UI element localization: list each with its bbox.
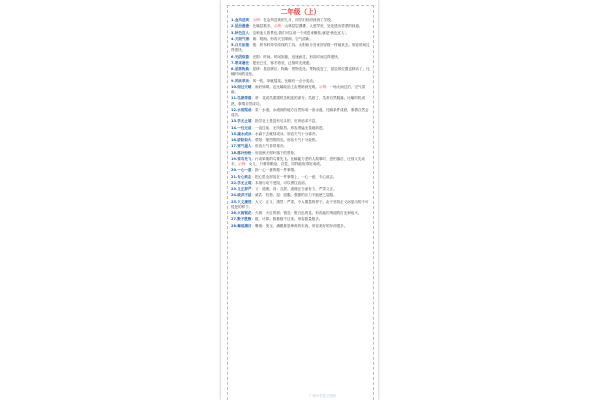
idiom-term: 25.大义凛然 (231, 199, 252, 204)
idiom-term: 26.火树银花 (231, 211, 252, 215)
idiom-term: 19.笨鸟先飞 (231, 156, 252, 161)
idiom-definition: ：形容秋天树叶落下的景象。 (251, 150, 298, 155)
idiom-entry (231, 67, 370, 78)
example-text: ：一场大雨过后，空气清新。 (231, 84, 366, 94)
example-label: 示例 (318, 84, 326, 89)
idiom-definition: ：形容天气非常寒冷。 (251, 144, 287, 149)
idiom-entry (231, 224, 370, 229)
document-sheet (221, 0, 378, 400)
idiom-definition: ：比喻层数多。 (249, 24, 274, 29)
idiom-definition: ：蒂：花或瓜果跟枝茎相连的部分。瓜熟了，瓜蒂自然脱落。比喻时机成熟，事情自然成功。 (231, 96, 365, 106)
idiom-entry (231, 211, 370, 216)
idiom-entry (231, 151, 370, 156)
idiom-entry (231, 181, 370, 186)
idiom-definition: ：数，计算。数都数不过来。形容数量极多。 (251, 217, 323, 222)
idiom-term: 11.瓜熟蒂落 (231, 96, 252, 101)
idiom-term: 14.一往无前 (231, 125, 252, 130)
idiom-definition: ：风一吹，草就摇晃。比喻有一点小变动。 (249, 78, 317, 83)
idiom-term: 9.风吹草动 (231, 78, 250, 83)
idiom-definition: ：义：道理。词：言辞。道理正当而有力，严肃义正。 (251, 187, 337, 191)
idiom-term: 20.一心一意 (231, 168, 252, 173)
idiom-definition: ：威武：权势。屈：屈服。强暴的压力不能使之屈服。 (251, 193, 337, 198)
idiom-entry (231, 119, 370, 124)
example-text: ：女儿，只要你勤奋，自觉，同样能取得好成绩。 (245, 162, 324, 166)
idiom-definition: ：这种迷人的景色,我们可以用一个成语来概括,就是'秋色宜人'。 (249, 30, 349, 35)
idiom-definition: ：朗：明朗。形容天空晴朗，空气清新。 (249, 36, 313, 41)
example-label: 示例 (252, 18, 260, 22)
idiom-entry (231, 132, 370, 137)
idiom-term: 18.落叶纷纷 (231, 150, 252, 155)
idiom-entry (231, 18, 370, 23)
idiom-entry (231, 138, 370, 143)
example-text: ：在金风送爽的九月，同学们纷纷回到了学校。 (259, 18, 335, 22)
idiom-term: 27.数不胜数 (231, 217, 252, 222)
idiom-term: 1.金风送爽 (231, 18, 250, 22)
idiom-term: 22.学无止境 (231, 180, 252, 185)
idiom-entry (231, 24, 370, 29)
idiom-definition: ：渠：水道。水流到的地方自然形成一条水道。比喻条件成熟，事情自然会成功。 (231, 107, 369, 117)
idiom-entry (231, 200, 370, 211)
idiom-entry (231, 61, 370, 66)
idiom-definition: ：星移：星辰移位；物换：景物变化。景物改变了，星辰的位置也移动了。比喻时间的变化。 (231, 67, 370, 77)
idiom-entry (231, 85, 370, 96)
idiom-definition: ：本指行动不受阻，可以勇往直前。 (251, 180, 309, 185)
idiom-entry (231, 187, 370, 192)
example-label: 示例 (238, 162, 246, 166)
idiom-term: 7.寒来暑往 (231, 60, 250, 65)
idiom-term: 5.日月如梭 (231, 43, 250, 47)
idiom-entry (231, 96, 370, 107)
idiom-entry (231, 31, 370, 36)
idiom-entry (231, 37, 370, 42)
idiom-term: 15.滴水成冰 (231, 131, 252, 136)
idiom-entry (231, 108, 370, 119)
idiom-definition: ：火树：火红的树；银花：银白色的花。形容灿烂绚丽的灯光和焰火。 (251, 211, 362, 215)
idiom-entry (231, 168, 370, 173)
idiom-definition: ：一直往前，无所阻挡。形容勇猛无畏地前进。 (251, 125, 326, 130)
idiom-entry (231, 217, 370, 222)
idiom-term: 16.骄阳似火 (231, 138, 252, 142)
idiom-term: 28.琳琅满目 (231, 223, 252, 228)
idiom-term: 21.专心致志 (231, 174, 252, 179)
example-label: 示例 (273, 24, 281, 29)
idiom-definition: ： (249, 18, 253, 22)
idiom-entry (231, 193, 370, 198)
idiom-definition: ：指一心一意的做一件事情。 (251, 168, 298, 173)
idiom-definition: ：骄阳：强烈的阳光。形容天气十分炎热。 (251, 138, 319, 142)
idiom-term: 12.水到渠成 (231, 107, 252, 112)
idiom-definition: ：光阴：时间。时间如箭，迅速而过。形容时间过得很快。 (249, 54, 342, 59)
idiom-definition: ：琳琅：美玉。满眼都是珍贵的东西。形容美好的东西很多。 (251, 223, 348, 228)
idiom-entry (231, 79, 370, 84)
idiom-definition: ：水滴下去就结成冰。形容天气十分寒冷。 (251, 131, 319, 136)
idiom-term: 24.威武不屈 (231, 193, 252, 198)
idiom-term: 10.雨过天晴 (231, 84, 252, 89)
idiom-entry (231, 144, 370, 149)
idiom-list (231, 18, 370, 229)
idiom-term: 2.层层叠叠 (231, 24, 250, 29)
idiom-term: 3.秋色宜人 (231, 30, 250, 35)
idiom-term: 8.星移物换 (231, 67, 250, 71)
idiom-entry (231, 43, 370, 54)
idiom-definition: ：指学业上是没有尽头的，应该追求不息。 (251, 119, 319, 124)
idiom-term: 13.学无止境 (231, 119, 252, 124)
example-text: ：山林层层叠叠，人迹罕至，处处透出蒙蒙的绿意。 (280, 24, 363, 29)
idiom-definition: ：大义：正义；凛然：严肃，令人敬畏的样子。由于坚持正义而显出的不可侵犯的样子。 (231, 199, 369, 209)
idiom-definition: ：把心思全部放在一件事情上，一心一意，专心致志。 (251, 174, 337, 179)
document-title: 二年级（上） (280, 8, 321, 16)
idiom-entry (231, 157, 370, 168)
idiom-definition: ：行动笨拙的鸟要先飞。比喻能力差的人做事时，恐怕落后，比别人先动手。 (231, 156, 365, 166)
idiom-definition: ：雨后转晴。也比喻政治上由黑暗到光明。 (251, 84, 319, 89)
document-frame (227, 5, 374, 400)
idiom-definition: ：夏至已过，寒冬将至，泛指时光流逝。 (249, 60, 313, 65)
idiom-term: 6.光阴似箭 (231, 54, 250, 59)
watermark: 广州小学语文知识 (309, 394, 337, 398)
idiom-term: 23.义正辞严 (231, 187, 252, 191)
idiom-term: 4.天朗气清 (231, 36, 250, 41)
idiom-entry (231, 175, 370, 180)
idiom-entry (231, 126, 370, 131)
idiom-entry (231, 55, 370, 60)
idiom-term: 17.寒气逼人 (231, 144, 252, 149)
idiom-definition: ：梭：织布时牵引纬线的工具。太阳和月亮来回穿梭一样地来去。形容时间过得很快。 (231, 43, 370, 53)
